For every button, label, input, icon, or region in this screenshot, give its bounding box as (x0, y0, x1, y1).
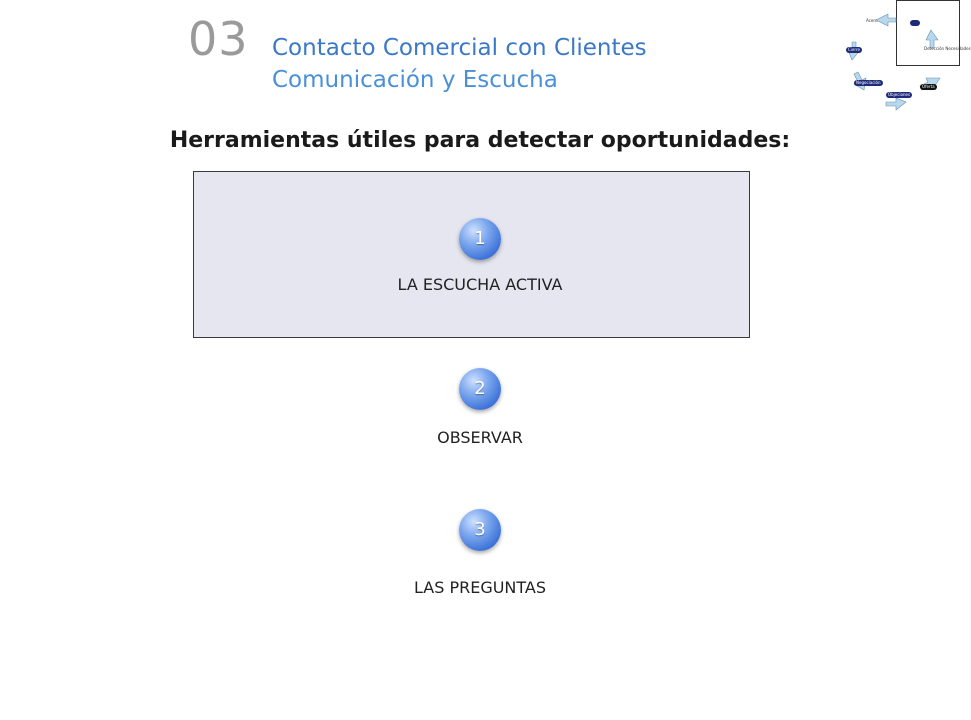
cycle-arrow (886, 98, 906, 110)
slide-title: Contacto Comercial con Clientes (272, 35, 647, 61)
step-3-label: LAS PREGUNTAS (413, 578, 547, 597)
cycle-arrows (836, 0, 960, 120)
cycle-node-objeciones: Objeciones (888, 92, 911, 97)
cycle-node-negociacion: Negociación (856, 80, 881, 85)
cycle-arrow (876, 14, 896, 26)
step-2-label: OBSERVAR (437, 428, 523, 447)
step-1-label: LA ESCUCHA ACTIVA (397, 275, 563, 294)
cycle-node-deteccion: Detección Necesidades (924, 46, 971, 51)
step-1-number-badge: 1 (459, 218, 501, 260)
title-block (272, 32, 647, 96)
cycle-node-acercamiento: Acerc. (866, 18, 879, 23)
slide-subtitle: Comunicación y Escucha (272, 67, 558, 93)
cycle-node-oferta: Oferta (922, 84, 935, 89)
section-heading: Herramientas útiles para detectar oportunidades: (169, 128, 791, 153)
slide-number: 03 (188, 12, 249, 66)
cycle-node (910, 20, 920, 26)
sales-cycle-diagram (836, 0, 971, 120)
step-3-number-badge: 3 (459, 509, 501, 551)
cycle-node-cierre: Cierre (848, 47, 860, 52)
step-2-number-badge: 2 (459, 368, 501, 410)
